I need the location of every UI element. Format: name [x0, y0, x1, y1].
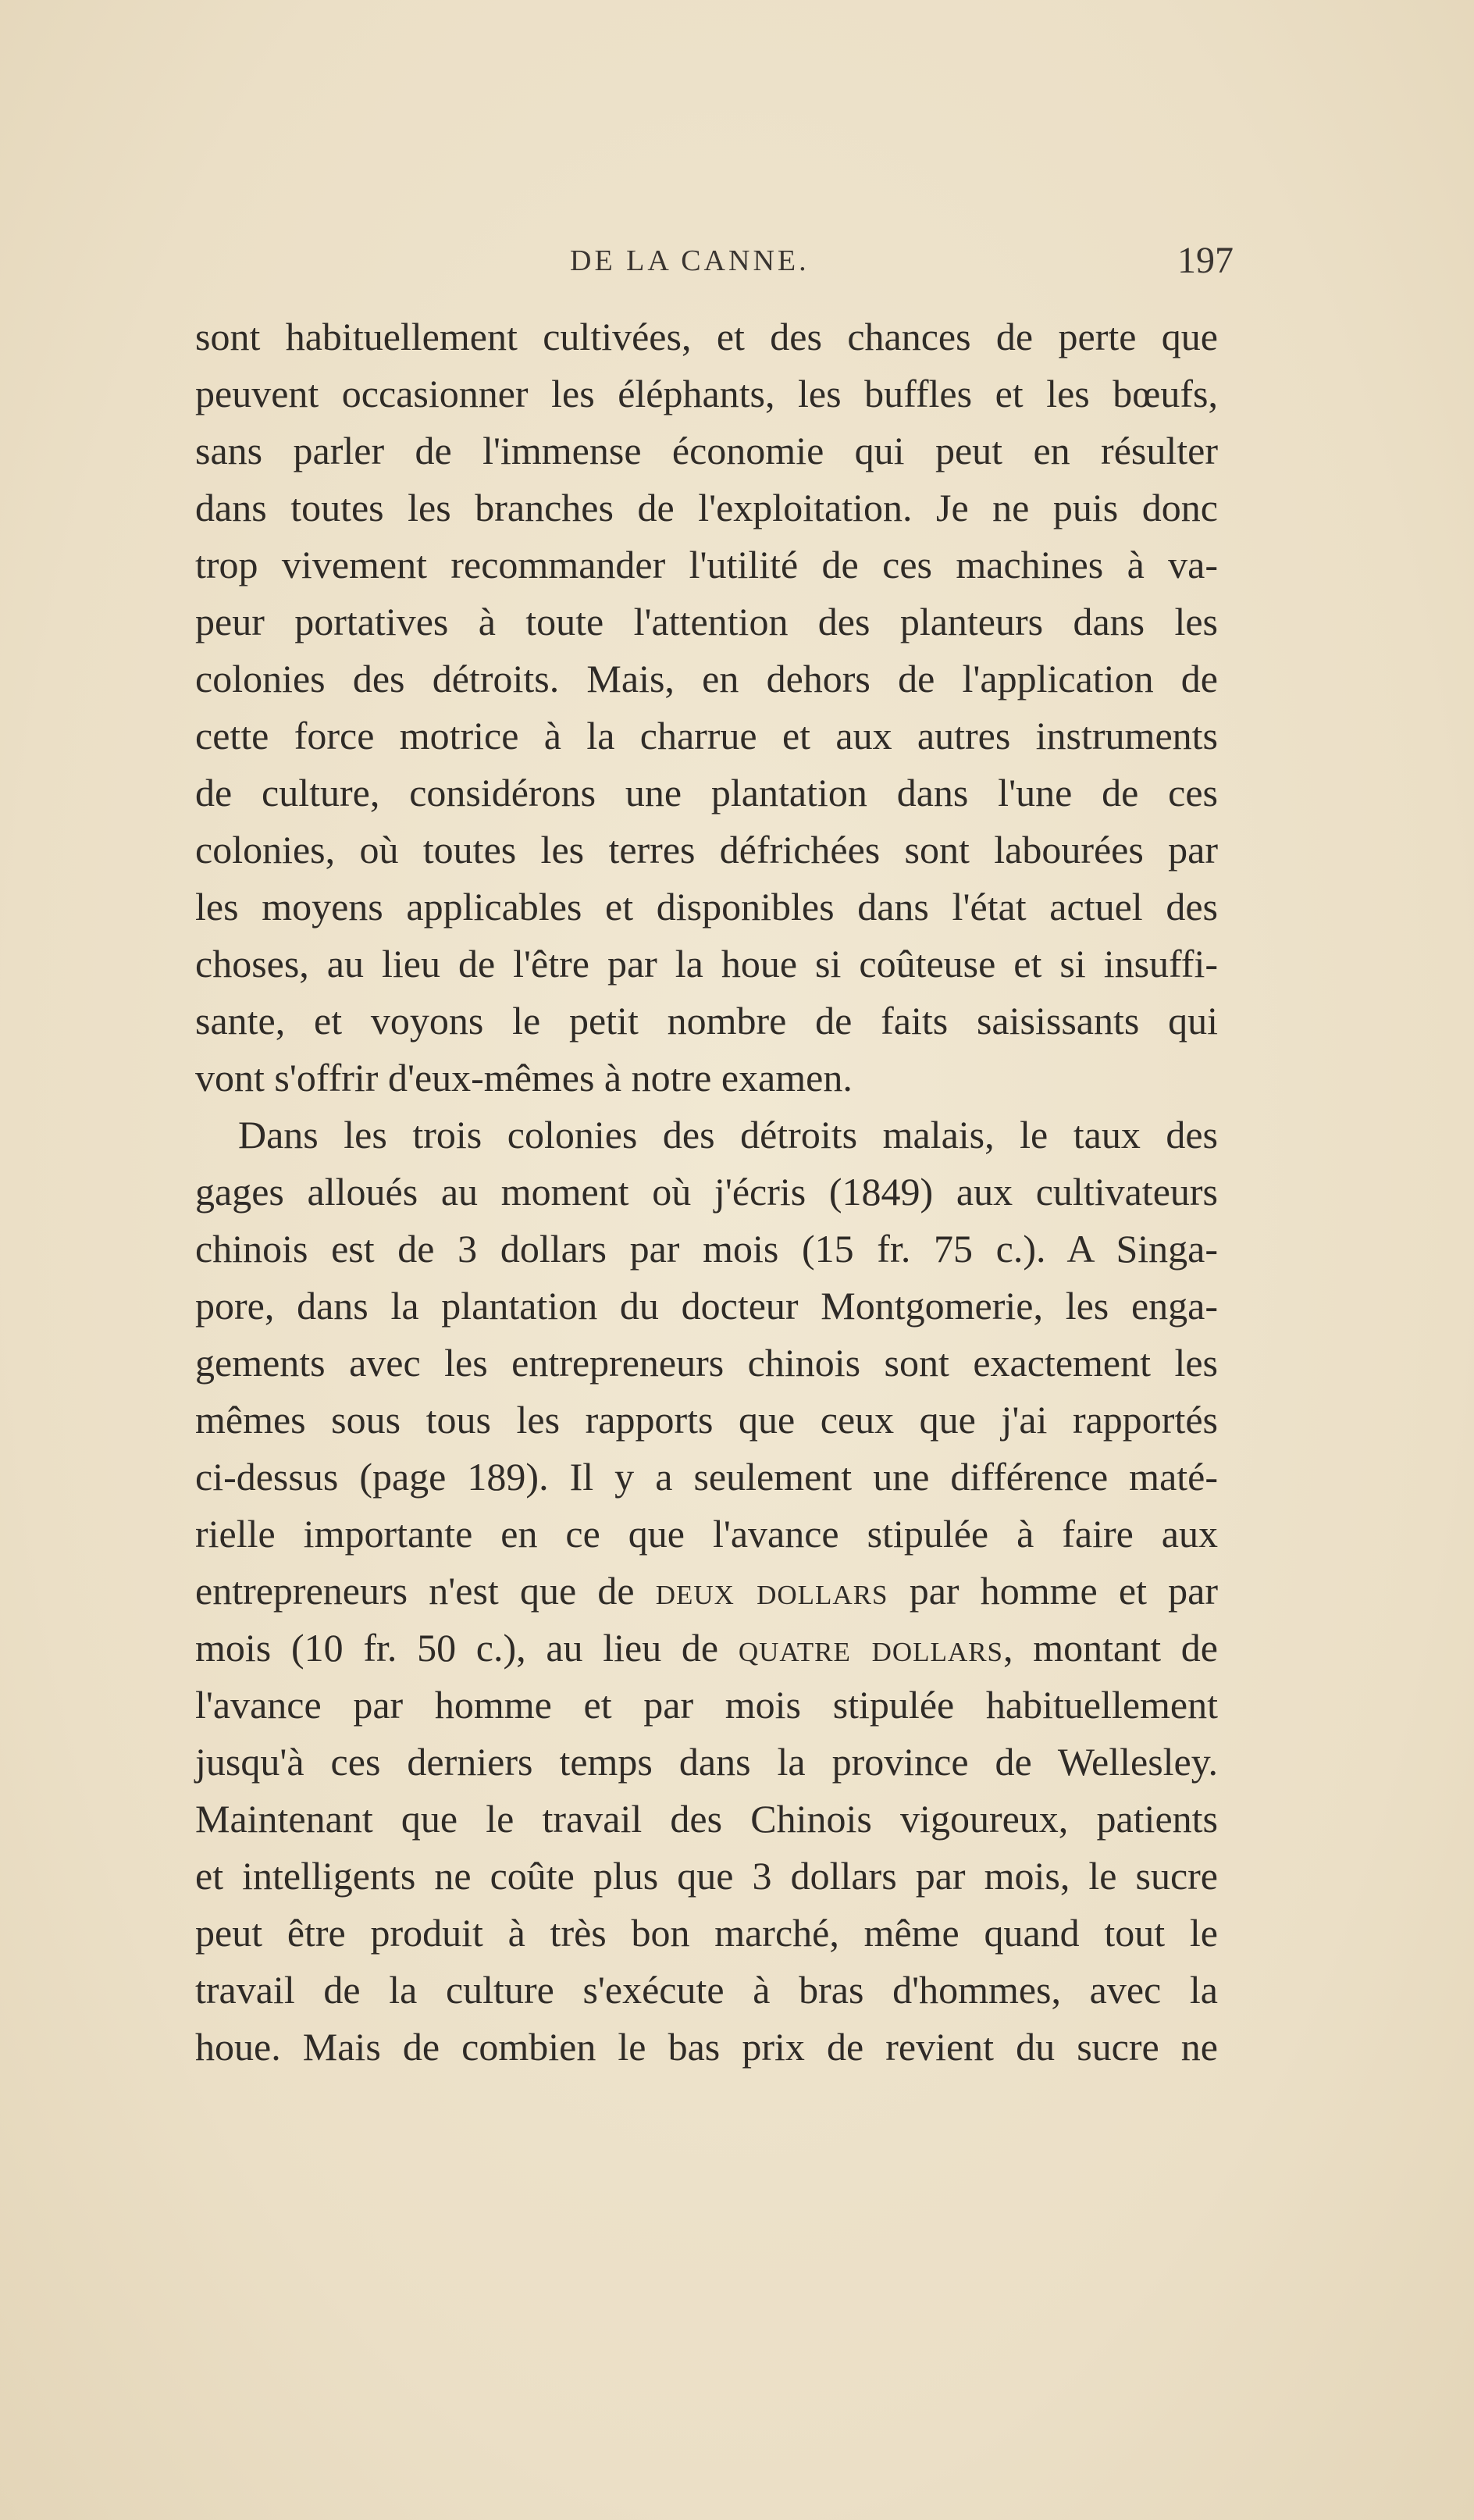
- text-line: [195, 1563, 1218, 1620]
- text-line: mêmes sous tous les rapports que ceux que j'ai rapportés: [195, 1398, 1218, 1442]
- paragraph-1: [195, 308, 1218, 1107]
- text-line: houe. Mais de combien le bas prix de revient du sucre ne: [195, 2025, 1218, 2069]
- text-line: [195, 1620, 1218, 1677]
- text-line: trop vivement recommander l'utilité de ces machines à va-: [195, 543, 1218, 586]
- text-line: gages alloués au moment où j'écris (1849) aux cultivateurs: [195, 1170, 1218, 1214]
- text-line: pore, dans la plantation du docteur Montgomerie, les enga-: [195, 1284, 1218, 1328]
- text-line: et intelligents ne coûte plus que 3 dollars par mois, le sucre: [195, 1854, 1218, 1898]
- running-head: [195, 240, 1234, 290]
- paragraph-2: [195, 1107, 1218, 2076]
- text-line: chinois est de 3 dollars par mois (15 fr. 75 c.). A Singa-: [195, 1227, 1218, 1271]
- text-line: peuvent occasionner les éléphants, les buffles et les bœufs,: [195, 372, 1218, 415]
- text-segment: entrepreneurs n'est que de: [195, 1569, 656, 1613]
- text-segment: , montant de: [1003, 1626, 1219, 1670]
- text-line: ci-dessus (page 189). Il y a seulement une différence maté-: [195, 1455, 1218, 1499]
- text-line: peut être produit à très bon marché, même quand tout le: [195, 1911, 1218, 1955]
- text-line: Maintenant que le travail des Chinois vigoureux, patients: [195, 1797, 1218, 1841]
- small-caps-term: deux dollars: [655, 1569, 888, 1613]
- text-line: vont s'offrir d'eux-mêmes à notre examen.: [195, 1056, 853, 1100]
- text-line: sante, et voyons le petit nombre de faits saisissants qui: [195, 999, 1218, 1043]
- text-line: de culture, considérons une plantation dans l'une de ces: [195, 771, 1218, 814]
- small-caps-term: quatre dollars: [738, 1626, 1004, 1670]
- text-line: dans toutes les branches de l'exploitation. Je ne puis donc: [195, 486, 1218, 529]
- body-text: [195, 308, 1218, 2076]
- text-segment: par homme et par: [888, 1569, 1218, 1613]
- text-line: choses, au lieu de l'être par la houe si coûteuse et si insuffi-: [195, 942, 1218, 986]
- text-line: travail de la culture s'exécute à bras d'hommes, avec la: [195, 1968, 1218, 2012]
- running-title: DE LA CANNE.: [570, 244, 810, 277]
- text-line: sont habituellement cultivées, et des chances de perte que: [195, 315, 1218, 358]
- text-line: rielle importante en ce que l'avance stipulée à faire aux: [195, 1512, 1218, 1556]
- text-segment: mois (10 fr. 50 c.), au lieu de: [195, 1626, 739, 1670]
- text-line: sans parler de l'immense économie qui peut en résulter: [195, 429, 1218, 472]
- text-line: jusqu'à ces derniers temps dans la province de Wellesley.: [195, 1740, 1218, 1784]
- text-line: l'avance par homme et par mois stipulée habituellement: [195, 1683, 1218, 1727]
- text-line: peur portatives à toute l'attention des planteurs dans les: [195, 600, 1218, 643]
- text-line: colonies, où toutes les terres défrichées sont labourées par: [195, 828, 1218, 871]
- text-line: Dans les trois colonies des détroits malais, le taux des: [238, 1113, 1218, 1157]
- text-line: cette force motrice à la charrue et aux autres instruments: [195, 714, 1218, 757]
- text-line: gements avec les entrepreneurs chinois sont exactement les: [195, 1341, 1218, 1385]
- text-line: colonies des détroits. Mais, en dehors de l'application de: [195, 657, 1218, 700]
- text-line: les moyens applicables et disponibles dans l'état actuel des: [195, 885, 1218, 929]
- page-number: 197: [1177, 240, 1234, 281]
